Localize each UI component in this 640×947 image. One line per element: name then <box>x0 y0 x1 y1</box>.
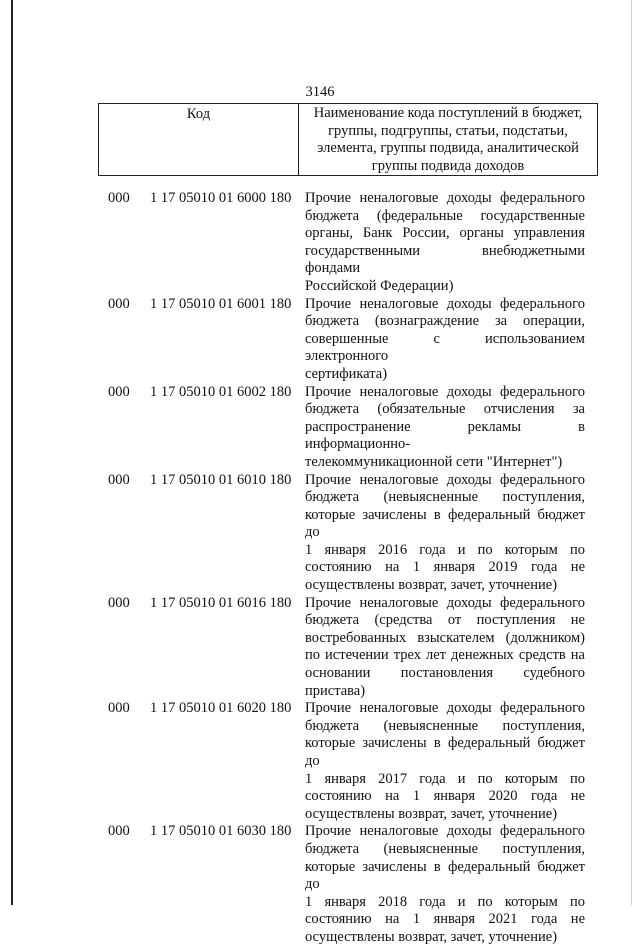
description-line: распространение рекламы в информационно- <box>305 418 585 453</box>
description-line: состоянию на 1 января 2019 года не <box>305 559 585 576</box>
description-line: Прочие неналоговые доходы федерального <box>305 383 585 400</box>
income-description <box>305 190 585 296</box>
header-name-line: группы, подгруппы, статьи, подстатьи, <box>328 122 568 139</box>
table-row <box>0 384 640 472</box>
description-line: которые зачислены в федеральный бюджет до <box>305 735 585 769</box>
description-line: Прочие неналоговые доходы федерального <box>305 594 585 611</box>
description-line: бюджета (невыясненные поступления, <box>305 840 585 857</box>
description-line: бюджета (невыясненные поступления, <box>305 717 585 734</box>
income-code: 1 17 05010 01 6030 180 <box>150 823 292 840</box>
admin-code: 000 <box>108 471 130 488</box>
description-line: состоянию на 1 января 2020 года не <box>305 788 585 805</box>
description-line: осуществлены возврат, зачет, уточнение) <box>305 805 558 822</box>
page-number: 3146 <box>305 84 335 100</box>
header-name-cell <box>299 104 597 175</box>
table-row <box>0 190 640 296</box>
description-line: бюджета (федеральные государственные <box>305 207 585 224</box>
description-line: органы, Банк России, органы управления <box>305 225 585 242</box>
income-code: 1 17 05010 01 6001 180 <box>150 295 292 312</box>
table-row <box>0 472 640 595</box>
admin-code: 000 <box>108 594 130 611</box>
description-line: Прочие неналоговые доходы федерального <box>305 700 585 717</box>
income-code: 1 17 05010 01 6020 180 <box>150 700 292 717</box>
header-code-cell: Код <box>99 104 299 175</box>
income-description <box>305 384 585 472</box>
income-code: 1 17 05010 01 6000 180 <box>150 190 292 206</box>
description-line: бюджета (средства от поступления не <box>305 612 585 629</box>
table-row <box>0 823 640 946</box>
description-line: Прочие неналоговые доходы федерального <box>305 823 585 840</box>
table-header <box>98 103 598 176</box>
code-table-body <box>0 190 640 947</box>
income-description <box>305 296 585 384</box>
table-row <box>0 700 640 823</box>
admin-code: 000 <box>108 190 130 206</box>
description-line: пристава) <box>305 682 366 699</box>
description-line: совершенные с использованием электронного <box>305 330 585 365</box>
description-line: которые зачислены в федеральный бюджет до <box>305 506 585 541</box>
description-line: основании постановления судебного <box>305 665 585 682</box>
income-description <box>305 595 585 701</box>
description-line: бюджета (вознаграждение за операции, <box>305 313 585 330</box>
description-line: осуществлены возврат, зачет, уточнение) <box>305 577 558 594</box>
description-line: Прочие неналоговые доходы федерального <box>305 295 585 312</box>
income-code: 1 17 05010 01 6016 180 <box>150 594 292 611</box>
description-line: государственными внебюджетными фондами <box>305 242 585 277</box>
description-line: телекоммуникационной сети "Интернет") <box>305 453 563 470</box>
header-name-line: группы подвида доходов <box>371 157 525 174</box>
description-line: 1 января 2017 года и по которым по <box>305 770 585 787</box>
description-line: 1 января 2016 года и по которым по <box>305 541 585 558</box>
header-name-line: элемента, группы подвида, аналитической <box>317 140 579 156</box>
description-line: состоянию на 1 января 2021 года не <box>305 911 585 928</box>
description-line: 1 января 2018 года и по которым по <box>305 893 585 910</box>
income-code: 1 17 05010 01 6002 180 <box>150 383 292 400</box>
description-line: которые зачислены в федеральный бюджет до <box>305 858 585 893</box>
description-line: по истечении трех лет денежных средств на <box>305 647 585 664</box>
description-line: Российской Федерации) <box>305 277 454 294</box>
admin-code: 000 <box>108 700 130 717</box>
income-code: 1 17 05010 01 6010 180 <box>150 471 292 488</box>
admin-code: 000 <box>108 823 130 840</box>
income-description <box>305 700 585 823</box>
description-line: бюджета (обязательные отчисления за <box>305 401 585 418</box>
description-line: сертификата) <box>305 365 388 382</box>
income-description <box>305 472 585 595</box>
description-line: Прочие неналоговые доходы федерального <box>305 190 585 206</box>
income-description <box>305 823 585 946</box>
admin-code: 000 <box>108 295 130 312</box>
header-name-line: Наименование кода поступлений в бюджет, <box>313 105 583 121</box>
description-line: Прочие неналоговые доходы федерального <box>305 471 585 488</box>
table-row <box>0 296 640 384</box>
admin-code: 000 <box>108 383 130 400</box>
description-line: осуществлены возврат, зачет, уточнение) <box>305 928 558 945</box>
table-row <box>0 595 640 701</box>
description-line: бюджета (невыясненные поступления, <box>305 489 585 506</box>
description-line: востребованных взыскателем (должником) <box>305 629 585 646</box>
